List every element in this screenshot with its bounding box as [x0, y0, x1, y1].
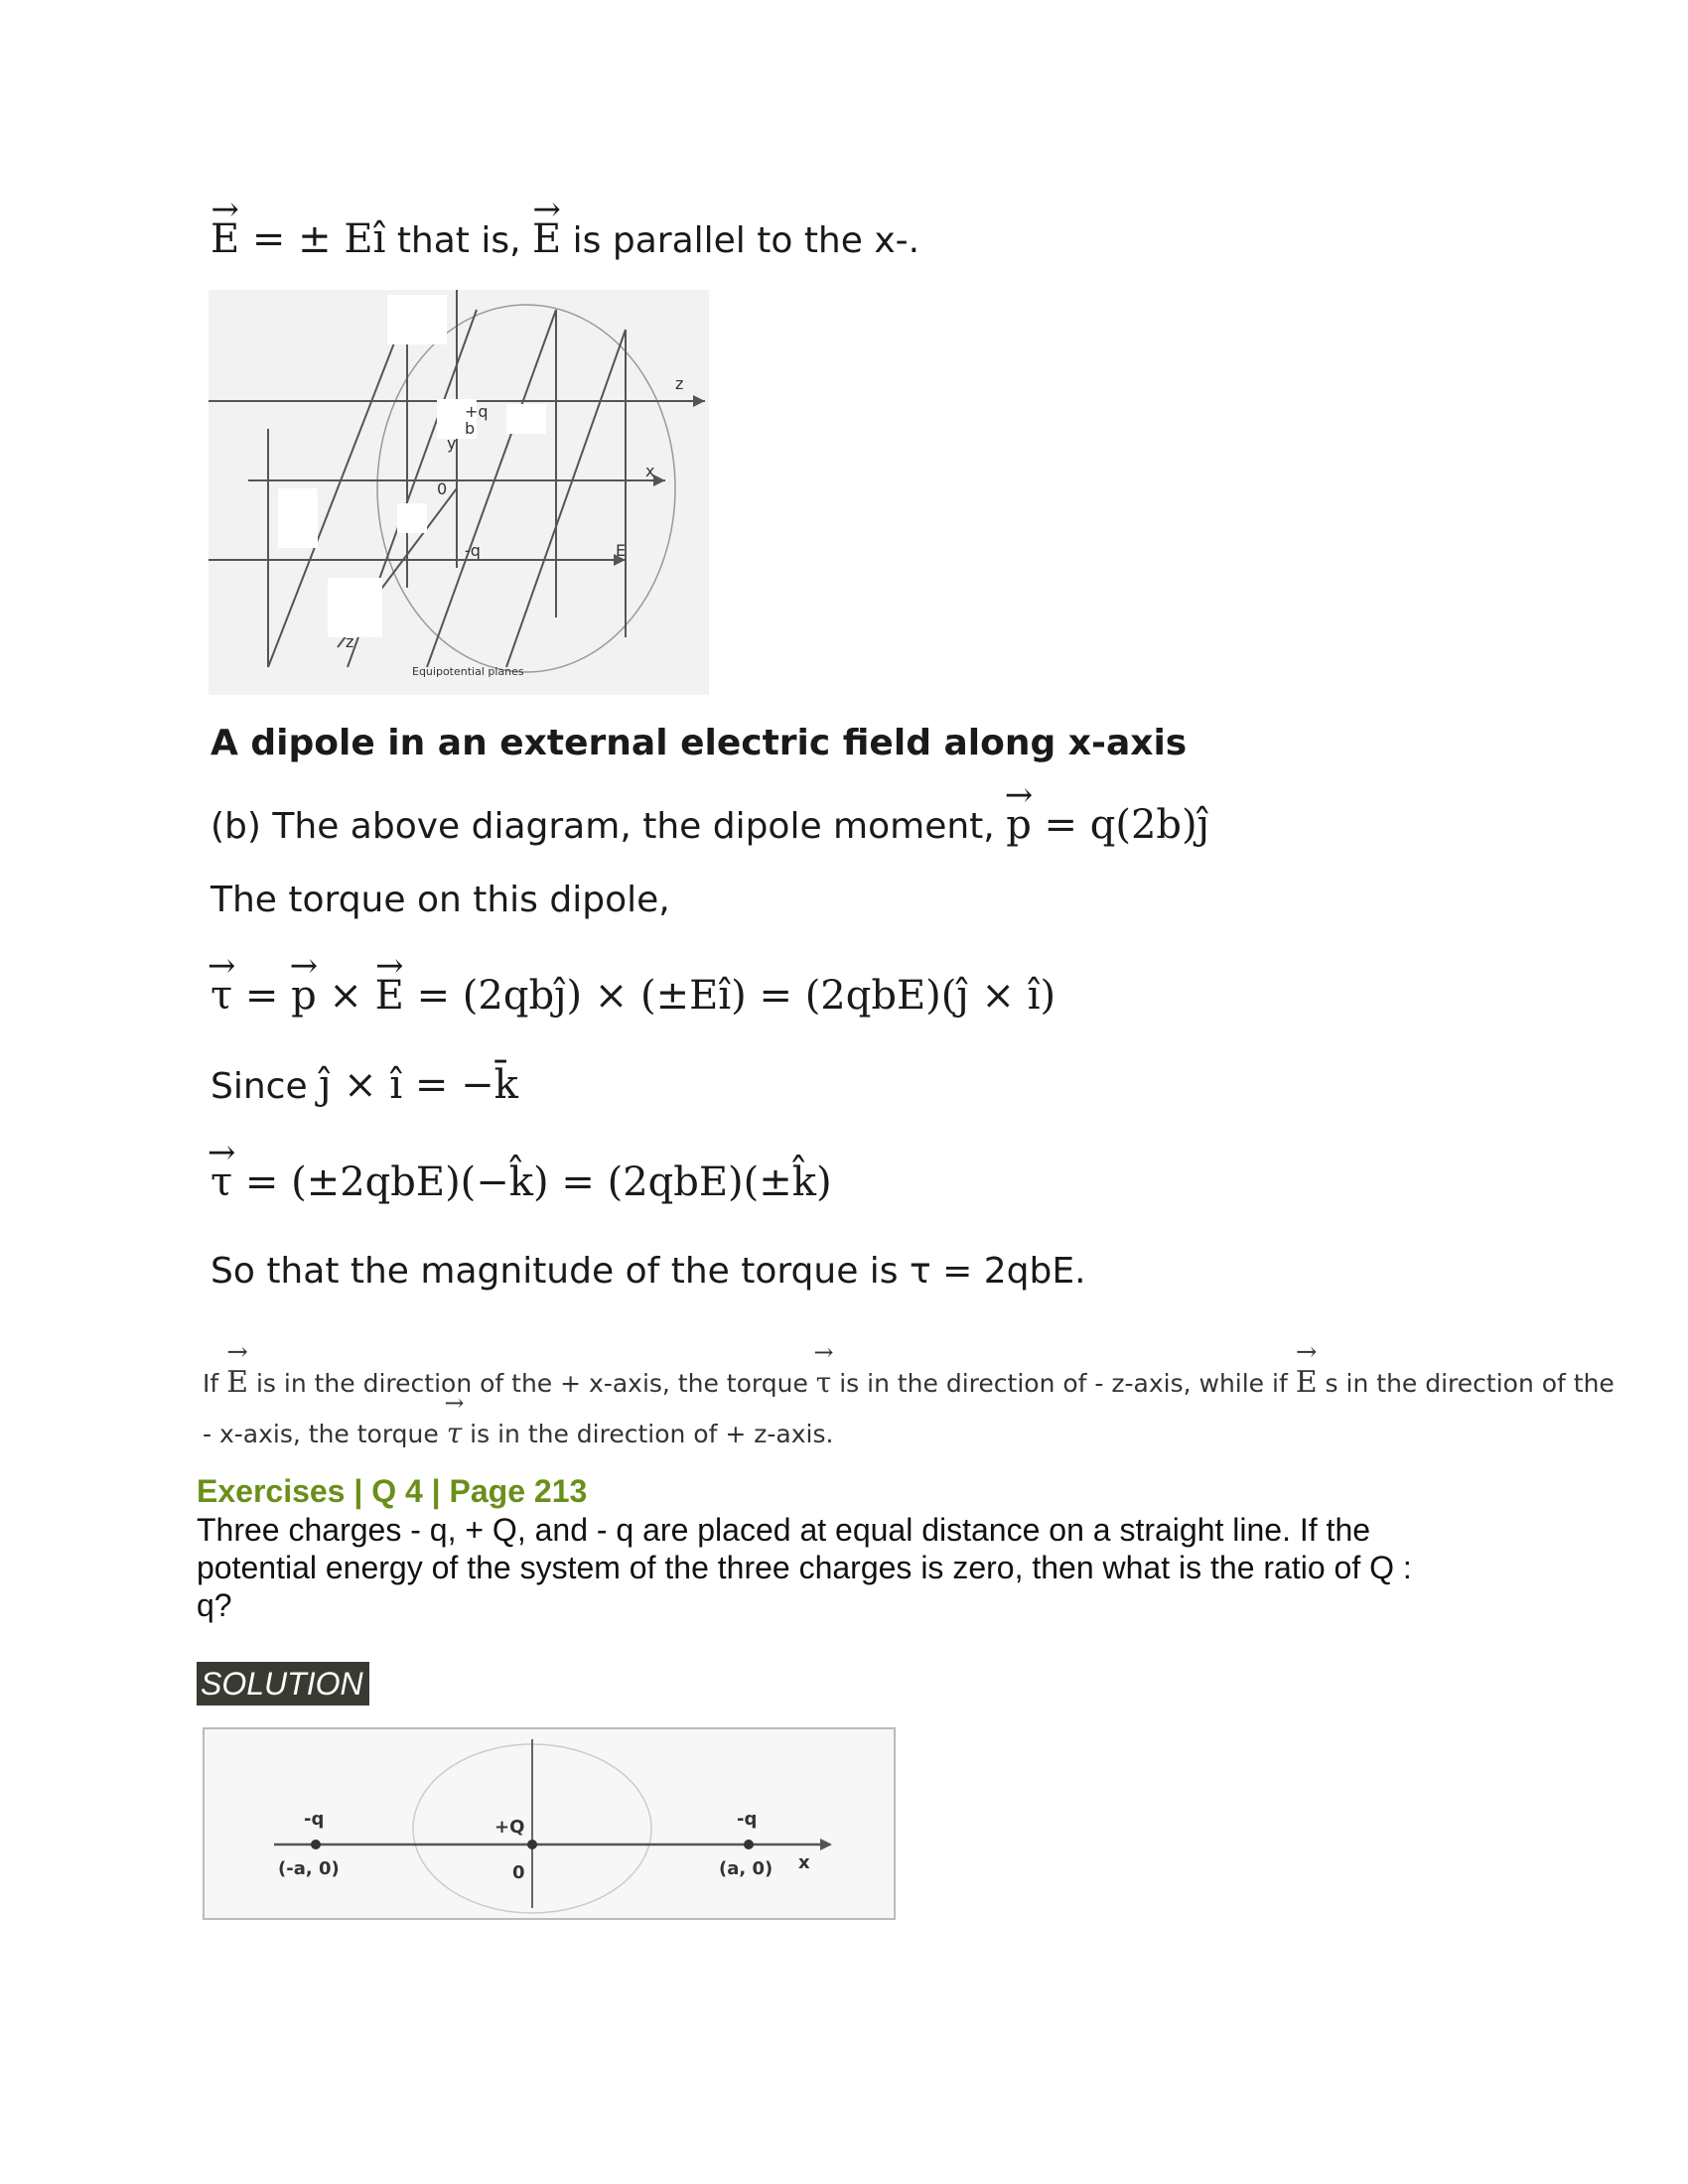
- fig1-label-equipotential: Equipotential planes: [412, 665, 524, 678]
- three-charges-figure: [203, 1727, 896, 1920]
- eq2-rest: = (±2qbE)(−k̂) = (2qbE)(±k̂): [232, 1160, 832, 1205]
- solution-badge: SOLUTION: [197, 1662, 369, 1706]
- torque-direction-paragraph: [203, 1358, 1632, 1459]
- fig2-left-charge: -q: [304, 1809, 325, 1830]
- torque-equation-1: [211, 973, 1055, 1019]
- torque-equation-2: [211, 1160, 832, 1205]
- part-b-text: (b) The above diagram, the dipole moment,: [211, 806, 1007, 847]
- dipole-diagram-svg: [209, 290, 709, 695]
- vector-e-3: → E: [375, 973, 404, 1019]
- fig2-origin: 0: [512, 1862, 525, 1883]
- field-direction-line: [211, 216, 919, 262]
- fig1-label-e: E: [616, 541, 627, 560]
- question-line-3: q?: [197, 1587, 232, 1623]
- three-charges-svg: [205, 1729, 894, 1918]
- direction-line-1: [203, 1358, 1632, 1409]
- fig2-center-charge: +Q: [494, 1817, 525, 1838]
- fig2-right-coord: (a, 0): [719, 1858, 774, 1879]
- direction-text-3: is in the direction of - z-axis, while if: [831, 1369, 1296, 1398]
- part-b-line: [211, 802, 1209, 848]
- direction-text-2: is in the direction of the + x-axis, the torque: [248, 1369, 816, 1398]
- field-text-1: that is,: [385, 220, 533, 261]
- vector-p: → p: [1006, 802, 1032, 848]
- fig1-label-z: z: [675, 374, 684, 393]
- fig1-label-y: y: [447, 434, 457, 453]
- direction-text-5: - x-axis, the torque: [203, 1420, 447, 1448]
- question-text: [197, 1511, 1487, 1624]
- vector-e-5: → E: [1296, 1358, 1318, 1408]
- fig2-x-label: x: [798, 1852, 810, 1873]
- vector-tau-2: → τ: [211, 1160, 232, 1205]
- fig1-label-x-mid: x: [645, 462, 655, 480]
- direction-text-4: s in the direction of the: [1317, 1369, 1615, 1398]
- question-line-2: potential energy of the system of the three charges is zero, then what is the ratio of Q :: [197, 1550, 1412, 1585]
- vector-tau-4: → τ: [447, 1409, 463, 1458]
- eq1-rest: = (2qbĵ) × (±Eî) = (2qbE)(ĵ × î): [403, 973, 1056, 1019]
- figure-caption: A dipole in an external electric field along x-axis: [211, 723, 1188, 763]
- direction-line-2: [203, 1409, 1632, 1459]
- vector-e-2: → E: [532, 216, 561, 262]
- fig1-label-z-axis: z: [346, 632, 354, 651]
- direction-text-6: is in the direction of + z-axis.: [462, 1420, 834, 1448]
- fig1-label-b: b: [465, 419, 476, 438]
- dipole-moment-equation: = q(2b)ĵ: [1031, 802, 1210, 848]
- field-equation: = ± Eî: [239, 216, 386, 262]
- vector-p-2: → p: [291, 973, 317, 1019]
- question-line-1: Three charges - q, + Q, and - q are placed at equal distance on a straight line. If the: [197, 1512, 1371, 1548]
- dipole-equipotential-figure: [209, 290, 709, 695]
- torque-magnitude: So that the magnitude of the torque is τ = 2qbE.: [211, 1251, 1086, 1292]
- fig2-left-coord: (-a, 0): [278, 1858, 340, 1879]
- field-text-2: is parallel to the x-.: [561, 220, 920, 261]
- vector-tau: → τ: [211, 973, 232, 1019]
- fig2-right-charge: -q: [737, 1809, 758, 1830]
- exercise-heading: Exercises | Q 4 | Page 213: [197, 1473, 588, 1509]
- since-expression: ĵ × î = −k̄: [319, 1062, 518, 1108]
- vector-tau-3: → τ: [816, 1358, 832, 1408]
- fig1-label-origin: 0: [437, 479, 448, 498]
- eq1-equals: =: [232, 973, 292, 1019]
- since-line: [211, 1062, 518, 1108]
- vector-e-4: → E: [226, 1358, 248, 1408]
- since-label: Since: [211, 1066, 320, 1107]
- fig1-label-minus-q: -q: [465, 541, 481, 560]
- vector-e: → E: [211, 216, 239, 262]
- fig1-label-plus-q: +q: [465, 402, 489, 421]
- direction-text-1: If: [203, 1369, 227, 1398]
- eq1-cross: ×: [316, 973, 375, 1019]
- torque-intro: The torque on this dipole,: [211, 880, 670, 920]
